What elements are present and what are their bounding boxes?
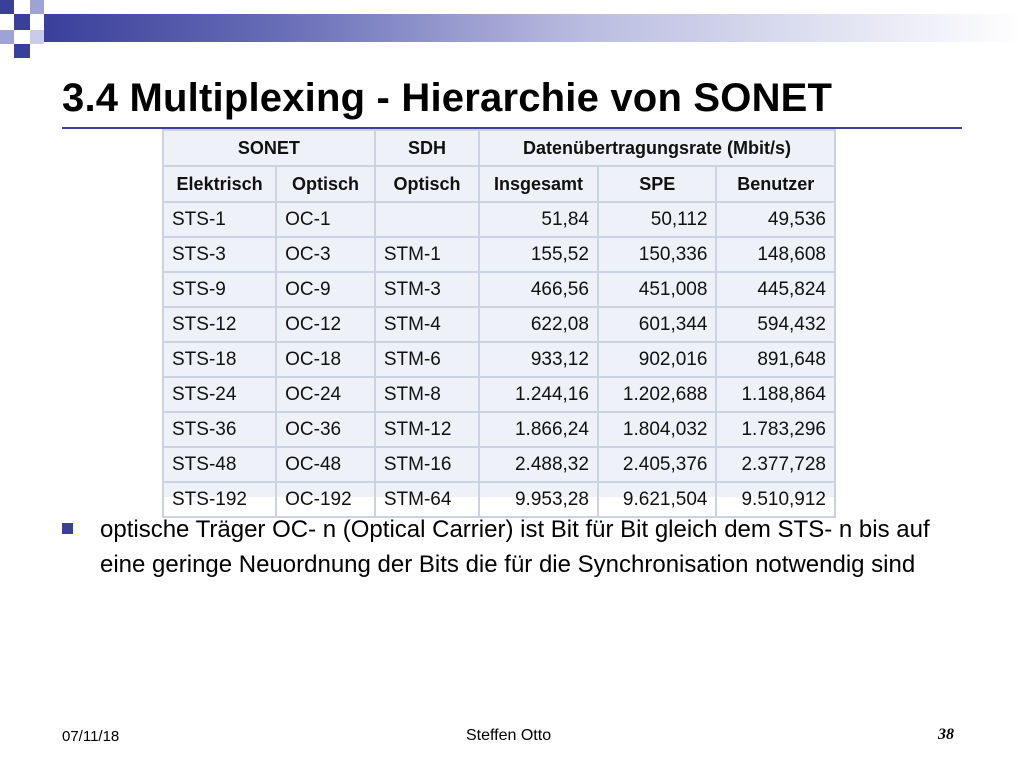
- cell-benutzer: 445,824: [716, 272, 835, 307]
- cell-elektrisch: STS-3: [163, 237, 276, 272]
- cell-benutzer: 594,432: [716, 307, 835, 342]
- cell-insgesamt: 2.488,32: [479, 447, 598, 482]
- cell-optisch-sonet: OC-9: [276, 272, 375, 307]
- column-header-benutzer: Benutzer: [716, 166, 835, 202]
- header-gradient-bar: [44, 14, 1024, 42]
- table-row: [163, 412, 835, 447]
- cell-benutzer: 9.510,912: [716, 482, 835, 517]
- cell-spe: 1.202,688: [598, 377, 717, 412]
- table-row: [163, 237, 835, 272]
- cell-spe: 902,016: [598, 342, 717, 377]
- footer-date: 07/11/18: [62, 728, 120, 745]
- cell-optisch-sonet: OC-3: [276, 237, 375, 272]
- cell-optisch-sdh: STM-64: [375, 482, 479, 517]
- group-header-sdh: SDH: [375, 130, 479, 166]
- cell-insgesamt: 622,08: [479, 307, 598, 342]
- cell-spe: 451,008: [598, 272, 717, 307]
- cell-spe: 601,344: [598, 307, 717, 342]
- cell-benutzer: 148,608: [716, 237, 835, 272]
- cell-optisch-sonet: OC-18: [276, 342, 375, 377]
- column-header-optisch-sonet: Optisch: [276, 166, 375, 202]
- table-row: [163, 272, 835, 307]
- cell-insgesamt: 466,56: [479, 272, 598, 307]
- sonet-hierarchy-table: [162, 129, 836, 518]
- table-row: [163, 342, 835, 377]
- cell-elektrisch: STS-18: [163, 342, 276, 377]
- table-row: [163, 202, 835, 237]
- cell-benutzer: 891,648: [716, 342, 835, 377]
- table-column-header-row: [163, 166, 835, 202]
- cell-optisch-sdh: STM-4: [375, 307, 479, 342]
- cell-benutzer: 2.377,728: [716, 447, 835, 482]
- cell-insgesamt: 155,52: [479, 237, 598, 272]
- cell-optisch-sdh: STM-3: [375, 272, 479, 307]
- column-header-spe: SPE: [598, 166, 717, 202]
- cell-optisch-sdh: STM-8: [375, 377, 479, 412]
- table-group-header-row: [163, 130, 835, 166]
- cell-insgesamt: 1.244,16: [479, 377, 598, 412]
- cell-optisch-sonet: OC-192: [276, 482, 375, 517]
- column-header-optisch-sdh: Optisch: [375, 166, 479, 202]
- cell-spe: 150,336: [598, 237, 717, 272]
- cell-optisch-sdh: STM-16: [375, 447, 479, 482]
- cell-spe: 50,112: [598, 202, 717, 237]
- cell-spe: 1.804,032: [598, 412, 717, 447]
- cell-optisch-sdh: [375, 202, 479, 237]
- cell-insgesamt: 9.953,28: [479, 482, 598, 517]
- cell-optisch-sdh: STM-12: [375, 412, 479, 447]
- bullet-text: optische Träger OC- n (Optical Carrier) ist Bit für Bit gleich dem STS- n bis auf eine geringe Neuordnung der Bits die für die Synchronisation notwendig sind: [100, 516, 930, 578]
- cell-optisch-sonet: OC-48: [276, 447, 375, 482]
- cell-insgesamt: 933,12: [479, 342, 598, 377]
- sonet-table-image: [162, 129, 836, 510]
- cell-elektrisch: STS-12: [163, 307, 276, 342]
- cell-insgesamt: 51,84: [479, 202, 598, 237]
- cell-optisch-sonet: OC-1: [276, 202, 375, 237]
- group-header-sonet: SONET: [163, 130, 375, 166]
- column-header-elektrisch: Elektrisch: [163, 166, 276, 202]
- table-row: [163, 377, 835, 412]
- cell-optisch-sonet: OC-24: [276, 377, 375, 412]
- page-number: 38: [938, 726, 954, 743]
- cell-optisch-sonet: OC-36: [276, 412, 375, 447]
- cell-spe: 2.405,376: [598, 447, 717, 482]
- cell-optisch-sdh: STM-1: [375, 237, 479, 272]
- slide-title: 3.4 Multiplexing - Hierarchie von SONET: [62, 76, 833, 120]
- column-header-insgesamt: Insgesamt: [479, 166, 598, 202]
- cell-benutzer: 1.783,296: [716, 412, 835, 447]
- cell-elektrisch: STS-9: [163, 272, 276, 307]
- cell-elektrisch: STS-48: [163, 447, 276, 482]
- cell-insgesamt: 1.866,24: [479, 412, 598, 447]
- table-body: [163, 202, 835, 517]
- cell-elektrisch: STS-24: [163, 377, 276, 412]
- cell-optisch-sdh: STM-6: [375, 342, 479, 377]
- cell-benutzer: 1.188,864: [716, 377, 835, 412]
- square-bullet-icon: [62, 523, 73, 534]
- cell-optisch-sonet: OC-12: [276, 307, 375, 342]
- table-row: [163, 447, 835, 482]
- cell-benutzer: 49,536: [716, 202, 835, 237]
- cell-elektrisch: STS-192: [163, 482, 276, 517]
- cell-spe: 9.621,504: [598, 482, 717, 517]
- cell-elektrisch: STS-1: [163, 202, 276, 237]
- group-header-rate: Datenübertragungsrate (Mbit/s): [479, 130, 835, 166]
- footer-author: Steffen Otto: [466, 727, 552, 744]
- table-row: [163, 307, 835, 342]
- cell-elektrisch: STS-36: [163, 412, 276, 447]
